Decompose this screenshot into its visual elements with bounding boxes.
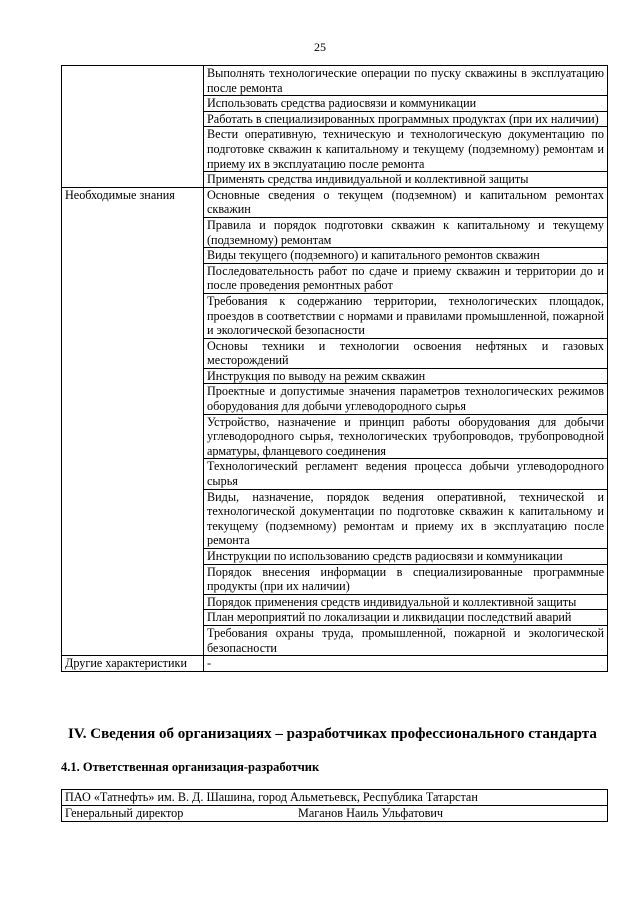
table-row: [62, 66, 608, 96]
table-cell-item: Применять средства индивидуальной и коллективной защиты: [204, 172, 608, 188]
table-cell-item: Основные сведения о текущем (подземном) и капитальном ремонтах скважин: [204, 187, 608, 217]
table-cell-item: Инструкции по использованию средств радиосвязи и коммуникации: [204, 549, 608, 565]
organization-name: ПАО «Татнефть» им. В. Д. Шашина, город Альметьевск, Республика Татарстан: [62, 790, 608, 806]
table-cell-item: Инструкция по выводу на режим скважин: [204, 368, 608, 384]
page-number: 25: [314, 40, 326, 54]
table-cell-item: Выполнять технологические операции по пуску скважины в эксплуатацию после ремонта: [204, 66, 608, 96]
table-cell-item: -: [204, 656, 608, 672]
table-cell-item: План мероприятий по локализации и ликвидации последствий аварий: [204, 610, 608, 626]
table-cell-item: Порядок внесения информации в специализированные программные продукты (при их наличии): [204, 564, 608, 594]
signatory-name: Маганов Наиль Ульфатович: [298, 805, 444, 820]
table-cell-item: Использовать средства радиосвязи и коммуникации: [204, 96, 608, 112]
table-cell-item: Основы техники и технологии освоения нефтяных и газовых месторождений: [204, 338, 608, 368]
subsection-heading: 4.1. Ответственная организация-разработчик: [61, 760, 320, 774]
signatory-cell: [62, 805, 608, 821]
table-cell-item: Последовательность работ по сдаче и приему скважин и территории до и после проведения ремонтных работ: [204, 263, 608, 293]
table-cell-item: Вести оперативную, техническую и технологическую документацию по подготовке скважин к капитальному и текущему (подземному) ремонтам и приему их в эксплуатацию после ремонта: [204, 127, 608, 172]
table-cell-item: Устройство, назначение и принцип работы оборудования для добычи углеводородного сырья, технологических трубопроводов, трубопроводной арматуры, фланцевого соединения: [204, 414, 608, 459]
table-row: [62, 656, 608, 672]
signatory-position: Генеральный директор: [65, 805, 184, 820]
table-cell-item: Порядок применения средств индивидуальной и коллективной защиты: [204, 594, 608, 610]
row-label-knowledge: Необходимые знания: [62, 187, 204, 655]
organization-row: [62, 790, 608, 806]
row-label-skills: [62, 66, 204, 188]
table-cell-item: Технологический регламент ведения процесса добычи углеводородного сырья: [204, 459, 608, 489]
table-cell-item: Требования охраны труда, промышленной, пожарной и экологической безопасности: [204, 625, 608, 655]
table-cell-item: Виды текущего (подземного) и капитального ремонтов скважин: [204, 248, 608, 264]
signatory-row: [62, 805, 608, 821]
developer-organization-table: [61, 789, 608, 822]
section-heading: IV. Сведения об организациях – разработчиках профессионального стандарта: [68, 726, 597, 742]
table-cell-item: Правила и порядок подготовки скважин к капитальному и текущему (подземному) ремонтам: [204, 217, 608, 247]
row-label-other: Другие характеристики: [62, 656, 204, 672]
labor-functions-table: [61, 65, 608, 672]
table-cell-item: Работать в специализированных программных продуктах (при их наличии): [204, 111, 608, 127]
table-row: [62, 187, 608, 217]
table-cell-item: Проектные и допустимые значения параметров технологических режимов оборудования для добычи углеводородного сырья: [204, 384, 608, 414]
table-cell-item: Требования к содержанию территории, технологических площадок, проездов в соответствии с нормами и правилами промышленной, пожарной и экологической безопасности: [204, 293, 608, 338]
table-cell-item: Виды, назначение, порядок ведения оперативной, технической и технологической документации по подготовке скважин к капитальному и текущему (подземному) ремонтам и приему их в эксплуатацию после ремонта: [204, 489, 608, 548]
